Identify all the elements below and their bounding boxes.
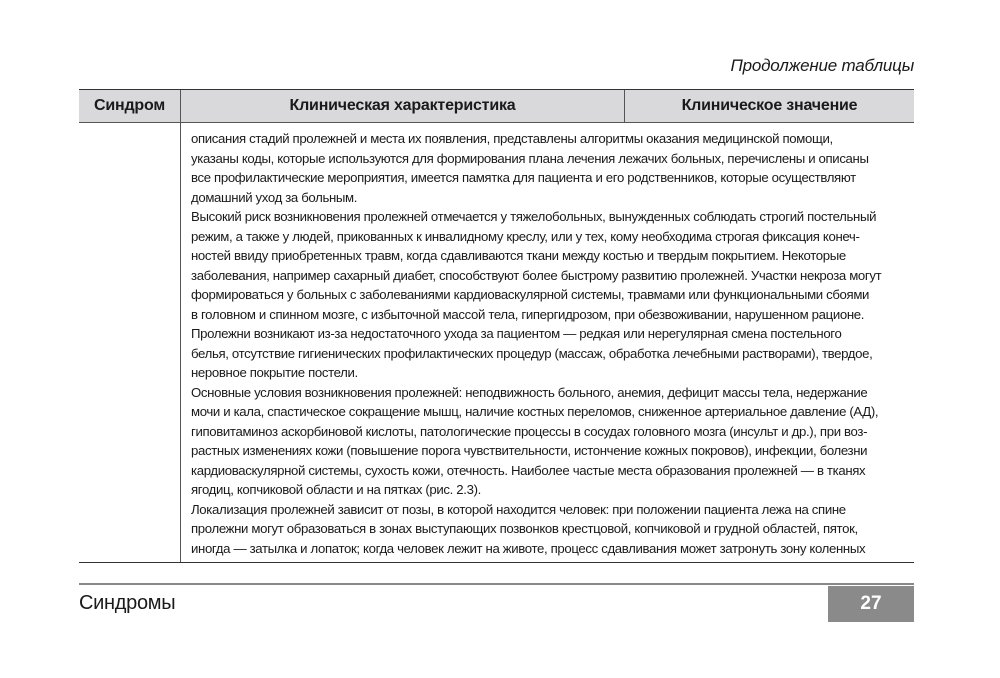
column-header-clinical-characteristic: Клиническая характеристика: [181, 90, 625, 122]
column-divider: [180, 122, 181, 562]
text-line: описания стадий пролежней и места их появления, представлены алгоритмы оказания медицинской помощи,: [191, 131, 833, 146]
text-line: домашний уход за больным.: [191, 189, 358, 205]
text-line: ностей ввиду приобретенных травм, когда сдавливаются ткани между костью и твердым покрытием. Некоторые: [191, 248, 846, 263]
text-line: неровное покрытие постели.: [191, 365, 358, 380]
table-cell-characteristic: [191, 129, 907, 558]
text-line: указаны коды, которые используются для формирования плана лечения лежачих больных, перечислены и описаны: [191, 150, 869, 166]
column-header-clinical-significance: Клиническое значение: [681, 97, 858, 114]
text-line: заболевания, например сахарный диабет, способствуют более быстрому развитию пролежней. Участки некроза могут: [191, 267, 882, 283]
text-line: растных изменениях кожи (повышение порога чувствительности, истончение кожных покровов), инфекции, болезни: [191, 443, 868, 458]
text-line: ягодиц, копчиковой области и на пятках (рис. 2.3).: [191, 482, 481, 497]
text-line: Высокий риск возникновения пролежней отмечается у тяжелобольных, вынужденных соблюдать строгий постельный: [191, 209, 877, 224]
table-header: [79, 90, 914, 123]
text-line: белья, отсутствие гигиенических профилактических процедур (массаж, обработка лечебными растворами), твердое,: [191, 345, 873, 361]
text-line: в головном и спинном мозге, с избыточной массой тела, гипергидрозом, при обезвоживании, нарушенном рационе.: [191, 306, 865, 322]
text-line: гиповитаминоз аскорбиновой кислоты, патологические процессы в сосудах головного мозга (инсульт и др.), при воз-: [191, 423, 868, 439]
text-line: кардиоваскулярной системы, сухость кожи, отечность. Наиболее частые места образования пролежней — в тканях: [191, 462, 866, 478]
syndrome-table: [79, 89, 914, 563]
column-header-syndrome: Синдром: [79, 90, 181, 122]
text-line: пролежни могут образоваться в зонах выступающих позвонков крестцовой, копчиковой и грудной областей, пяток,: [191, 521, 858, 536]
text-line: режим, а также у людей, прикованных к инвалидному креслу, или у тех, кому необходима строгая фиксация конеч-: [191, 228, 860, 244]
continuation-label: Продолжение таблицы: [730, 56, 914, 75]
text-line: Основные условия возникновения пролежней: неподвижность больного, анемия, дефицит массы тела, недержание: [191, 384, 868, 400]
text-line: мочи и кала, спастическое сокращение мышц, наличие костных переломов, сниженное артериальное давление (АД),: [191, 404, 879, 419]
text-line: Пролежни возникают из-за недостаточного ухода за пациентом — редкая или нерегулярная смена постельного: [191, 326, 842, 341]
page-number: 27: [828, 586, 914, 622]
footer-divider: [79, 583, 914, 585]
text-line: иногда — затылка и лопаток; когда человек лежит на животе, процесс сдавливания может затронуть зону коленных: [191, 540, 866, 556]
text-line: Локализация пролежней зависит от позы, в которой находится человек: при положении пациента лежа на спине: [191, 501, 846, 517]
text-line: формироваться у больных с заболеваниями кардиоваскулярной системы, травмами или функциональными сбоями: [191, 287, 870, 302]
text-line: все профилактические мероприятия, имеется памятка для пациента и его родственников, которые осуществляют: [191, 170, 856, 185]
running-footer-title: Синдромы: [79, 592, 176, 614]
